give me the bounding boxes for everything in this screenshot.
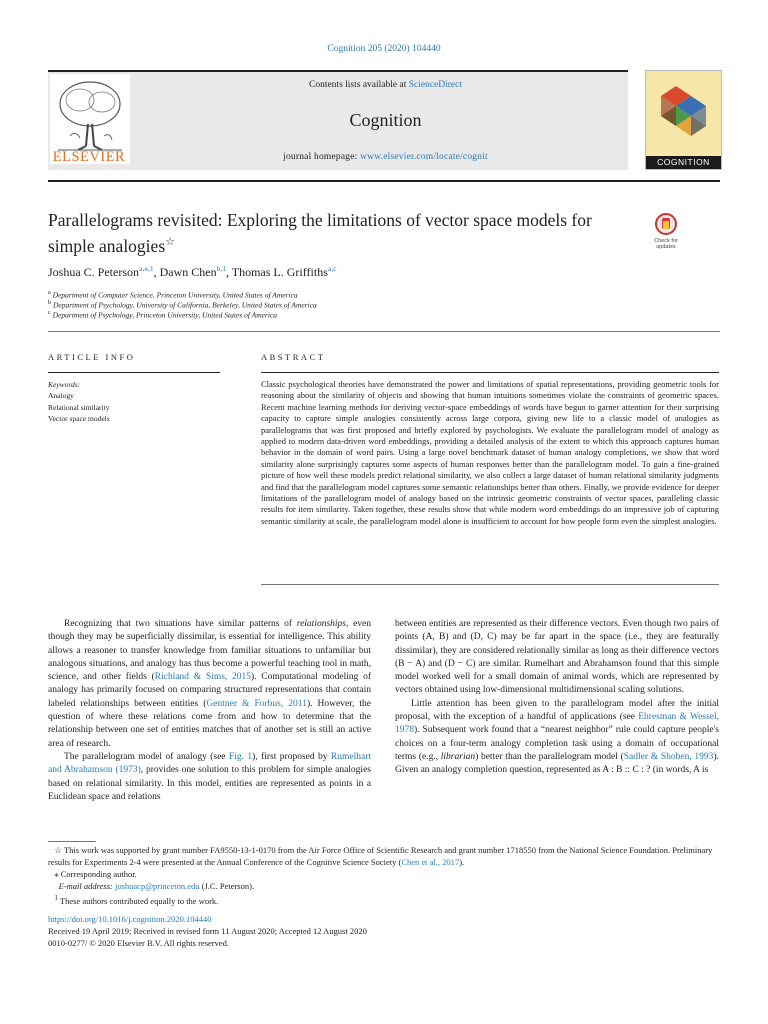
- text-run: ). Computational modeling of analogy has primarily focused on comparing structured representations that contain labeled relationships between entities (: [48, 672, 371, 709]
- footnote-text: This work was supported by grant number FA9550-13-1-0170 from the Air Force Office of Scientific Research and grant number 1718550 from the National Science Foundation. Preliminary results for Experiments 2-4 were presented at the Annual Conference of the Cognitive Science Society (: [48, 845, 713, 867]
- email-footnote: [48, 880, 720, 892]
- journal-title: Cognition: [349, 110, 422, 130]
- text-run: ). However, the question of where these relations come from and how to determine that the relationship between one set of entities matches that of another set is still an active area of research.: [48, 698, 371, 749]
- author-list: Joshua C. Peterson$^{a,⁎,1}$, Dawn Chen$^{b,1}$, Thomas L. Griffiths$^{a,c}$: [48, 264, 337, 279]
- author-name: Thomas L. Griffiths: [231, 265, 328, 279]
- keyword: Relational similarity: [48, 402, 110, 412]
- author-sup[interactable]: a,⁎,1: [139, 264, 154, 273]
- keyword: Analogy: [48, 391, 74, 401]
- body-column-right: [395, 618, 719, 778]
- text-run: ) better than the parallelogram model (: [475, 751, 624, 762]
- text-run: ). Subsequent work found that a “nearest neighbor” rule could capture people's choices on a four-term analogy completion task using a domain of occupational terms (e.g.,: [395, 725, 719, 762]
- citation-link[interactable]: Chen et al., 2017: [401, 857, 460, 867]
- text-run: librarian: [440, 751, 476, 762]
- body-paragraph: [48, 618, 371, 751]
- funding-footnote: [48, 844, 720, 868]
- journal-reference[interactable]: Cognition 205 (2020) 104440: [327, 44, 441, 54]
- header-rule: [48, 180, 720, 182]
- check-updates-label: Check for updates: [654, 238, 678, 250]
- affiliation-text: Department of Psychology, University of California, Berkeley, United States of America: [53, 300, 317, 310]
- affiliation-text: Department of Psychology, Princeton University, United States of America: [52, 310, 278, 320]
- article-title-text: Parallelograms revisited: Exploring the limitations of vector space models for simple analogies: [48, 210, 592, 256]
- check-for-updates-badge[interactable]: [644, 212, 688, 252]
- citation-link[interactable]: Sadler & Shoben, 1993: [623, 751, 714, 762]
- keywords-block: [48, 379, 228, 425]
- footnote-text: ).: [459, 857, 465, 867]
- abstract-text: Classic psychological theories have demonstrated the power and limitations of spatial representations, providing geometric tools for reasoning about the similarity of objects and showing that human intuitions sometimes violate the constraints of geometric spaces. Recent machine learning methods for deriving vector-space embeddings of words have begun to garner attention for their surprising capacity to capture simple analogies consistently across large corpora, giving new life to a classic model of analogies as parallelograms that was first proposed and briefly explored by psychologists. We evaluate the parallelogram model of analogy as applied to modern data-driven word embeddings, providing a detailed analysis of the extent to which this approach captures human behavior in the domain of word pairs. Using a large novel benchmark dataset of human analogy completions, we show that word similarity alone surprisingly captures some aspects of human responses better than the parallelogram model. To gain a fine-grained picture of how well these models predict relational similarity, we also collect a large dataset of human relational similarity judgments and find that the parallelogram model captures some semantic relationships better than others. Finally, we provide evidence for deeper limitations of the parallelogram model of analogy based on the intrinsic geometric constraints of vector spaces, paralleling classic results for item similarity. Taken together, these results show that while modern word embeddings do an impressive job of capturing semantic similarity at scale, the parallelogram model alone is insufficient to account for how people form even the simplest analogies.: [261, 379, 719, 526]
- body-paragraph: [48, 751, 371, 804]
- text-run: Recognizing that two situations have similar patterns of: [64, 619, 297, 629]
- footnote-text: Corresponding author.: [60, 869, 137, 879]
- text-run: ). Given an analogy completion question, represented as A : B :: C : ? (in words, A is: [395, 751, 719, 776]
- author-name: Dawn Chen: [159, 265, 217, 279]
- body-paragraph: [395, 698, 719, 778]
- abstract-bottom-rule: [261, 584, 719, 585]
- email-label: E-mail address:: [58, 881, 113, 891]
- affiliation-mark: c: [48, 309, 51, 316]
- citation-link[interactable]: Richland & Sims, 2015: [154, 672, 252, 683]
- author-sup[interactable]: b,1: [216, 264, 226, 273]
- text-run: ), first proposed by: [252, 751, 331, 762]
- cover-art: [646, 71, 721, 156]
- journal-cover-thumbnail[interactable]: [645, 70, 722, 170]
- text-run: relationships: [296, 619, 346, 629]
- cover-label: COGNITION: [646, 156, 721, 169]
- body-paragraph: between entities are represented as their difference vectors. Even though two pairs of points (A, B) and (D, C) may be far apart in the space (i.e., they are featurally dissimilar), they are considered relationally similar as long as their difference vectors (B − A) and (D − C) are similar. Rumelhart and Abrahamson found that this simple model worked well for a small domain of animal words, which are represented by vectors obtained using low-dimensional multidimensional scaling solutions.: [395, 619, 719, 696]
- text-run: Little attention has been given to the parallelogram model after the initial proposal, with the exception of a handful of applications (see: [395, 698, 719, 723]
- received-dates: Received 19 April 2019; Received in revised form 11 August 2020; Accepted 12 August 2020: [48, 926, 367, 936]
- text-run: , provides one solution to this problem for simple analogies based on relational similarity. In this model, entities are represented as points in a Euclidean space and relations: [48, 765, 371, 802]
- footnote-mark: 1: [54, 894, 58, 902]
- homepage-link[interactable]: www.elsevier.com/locate/cognit: [360, 152, 488, 162]
- affiliation-mark: a: [48, 289, 51, 296]
- journal-header: [48, 70, 628, 170]
- affiliation: [48, 289, 298, 300]
- check-updates-icon: [653, 212, 679, 236]
- article-info-rule: [48, 372, 220, 373]
- affiliation-text: Department of Computer Science, Princeton University, United States of America: [52, 290, 298, 300]
- article-info-heading: ARTICLE INFO: [48, 352, 136, 362]
- affiliation: [48, 309, 277, 320]
- affiliation: [48, 299, 317, 310]
- keyword: Vector space models: [48, 414, 110, 424]
- footnote-mark: ☆: [54, 845, 62, 855]
- footnote-mark: ⁎: [54, 869, 59, 879]
- copyright-line: 0010-0277/ © 2020 Elsevier B.V. All rights reserved.: [48, 938, 230, 948]
- corresponding-footnote: [48, 868, 720, 880]
- sciencedirect-link[interactable]: ScienceDirect: [408, 80, 462, 90]
- title-footnote-mark[interactable]: ☆: [165, 236, 176, 248]
- publisher-logo-text: ELSEVIER: [52, 149, 126, 165]
- homepage-line: [143, 152, 628, 162]
- citation-link[interactable]: Rumelhart and Abrahamson (1973): [48, 751, 372, 776]
- contents-prefix: Contents lists available at: [308, 80, 407, 90]
- text-run: The parallelogram model of analogy (see: [64, 751, 229, 762]
- keywords-label: Keywords:: [48, 380, 81, 389]
- footnote-separator: [48, 841, 96, 842]
- abstract-rule: [261, 372, 719, 373]
- author-sup[interactable]: a,c: [327, 264, 337, 273]
- doi-link[interactable]: https://doi.org/10.1016/j.cognition.2020.104440: [48, 914, 212, 924]
- affiliation-mark: b: [48, 299, 52, 306]
- citation-link[interactable]: Gentner & Forbus, 2011: [206, 698, 307, 709]
- author-name: Joshua C. Peterson: [48, 265, 139, 279]
- footnote-text: These authors contributed equally to the work.: [59, 895, 219, 906]
- body-column-left: [48, 618, 371, 804]
- abstract-heading: ABSTRACT: [261, 352, 326, 362]
- citation-link[interactable]: Ehresman & Wessel, 1978: [395, 712, 719, 736]
- figure-link[interactable]: Fig. 1: [228, 751, 253, 762]
- footnote-text: (J.C. Peterson).: [201, 881, 255, 891]
- email-link[interactable]: joshuacp@princeton.edu: [114, 881, 200, 891]
- homepage-label: journal homepage:: [283, 152, 358, 162]
- text-run: , even though they may be superficially dissimilar, is essential for intelligence. This ability allows a reasoner to transfer knowledge from familiar situations to unfamiliar but analogous situations, and analogy has thus become a powerful teaching tool in math, science, and other fields (: [48, 619, 371, 683]
- article-title: [48, 209, 628, 257]
- section-divider: [48, 331, 720, 332]
- contents-line: [143, 80, 628, 90]
- equal-contribution-footnote: [48, 892, 720, 907]
